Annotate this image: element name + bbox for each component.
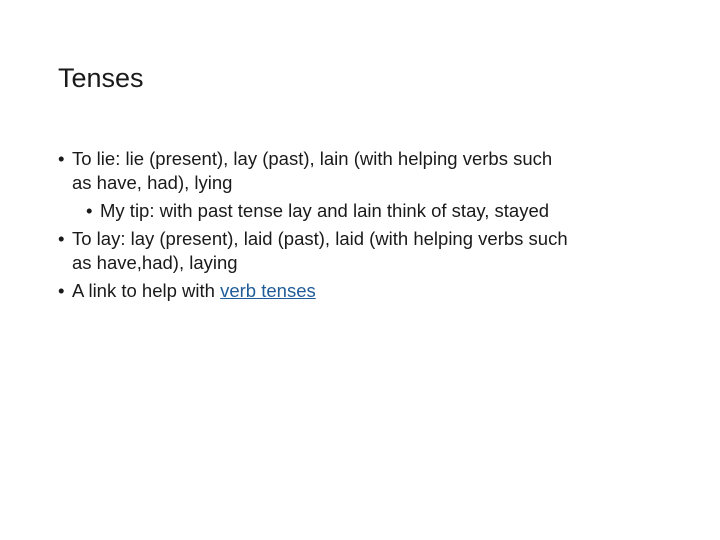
bullet-item-link (58, 279, 698, 303)
bullet-list (58, 147, 698, 307)
sub-bullet-item-tip (86, 199, 698, 223)
bullet-text-continued: as have, had), lying (72, 172, 233, 193)
bullet-text (72, 279, 698, 303)
bullet-icon: • (86, 200, 93, 221)
bullet-text: To lay: lay (present), laid (past), laid (with helping verbs such (72, 228, 568, 249)
bullet-icon: • (58, 280, 65, 301)
verb-tenses-link[interactable]: verb tenses (220, 280, 316, 301)
link-prefix-text: A link to help with (72, 280, 221, 301)
bullet-text: My tip: with past tense lay and lain think of stay, stayed (100, 200, 550, 221)
bullet-icon: • (58, 148, 65, 169)
slide-title: Tenses (58, 63, 144, 93)
bullet-text: To lie: lie (present), lay (past), lain (with helping verbs such (72, 148, 553, 169)
bullet-icon: • (58, 228, 65, 249)
bullet-item-to-lie (58, 147, 698, 195)
bullet-text-continued: as have,had), laying (72, 252, 238, 273)
bullet-item-to-lay (58, 227, 698, 275)
